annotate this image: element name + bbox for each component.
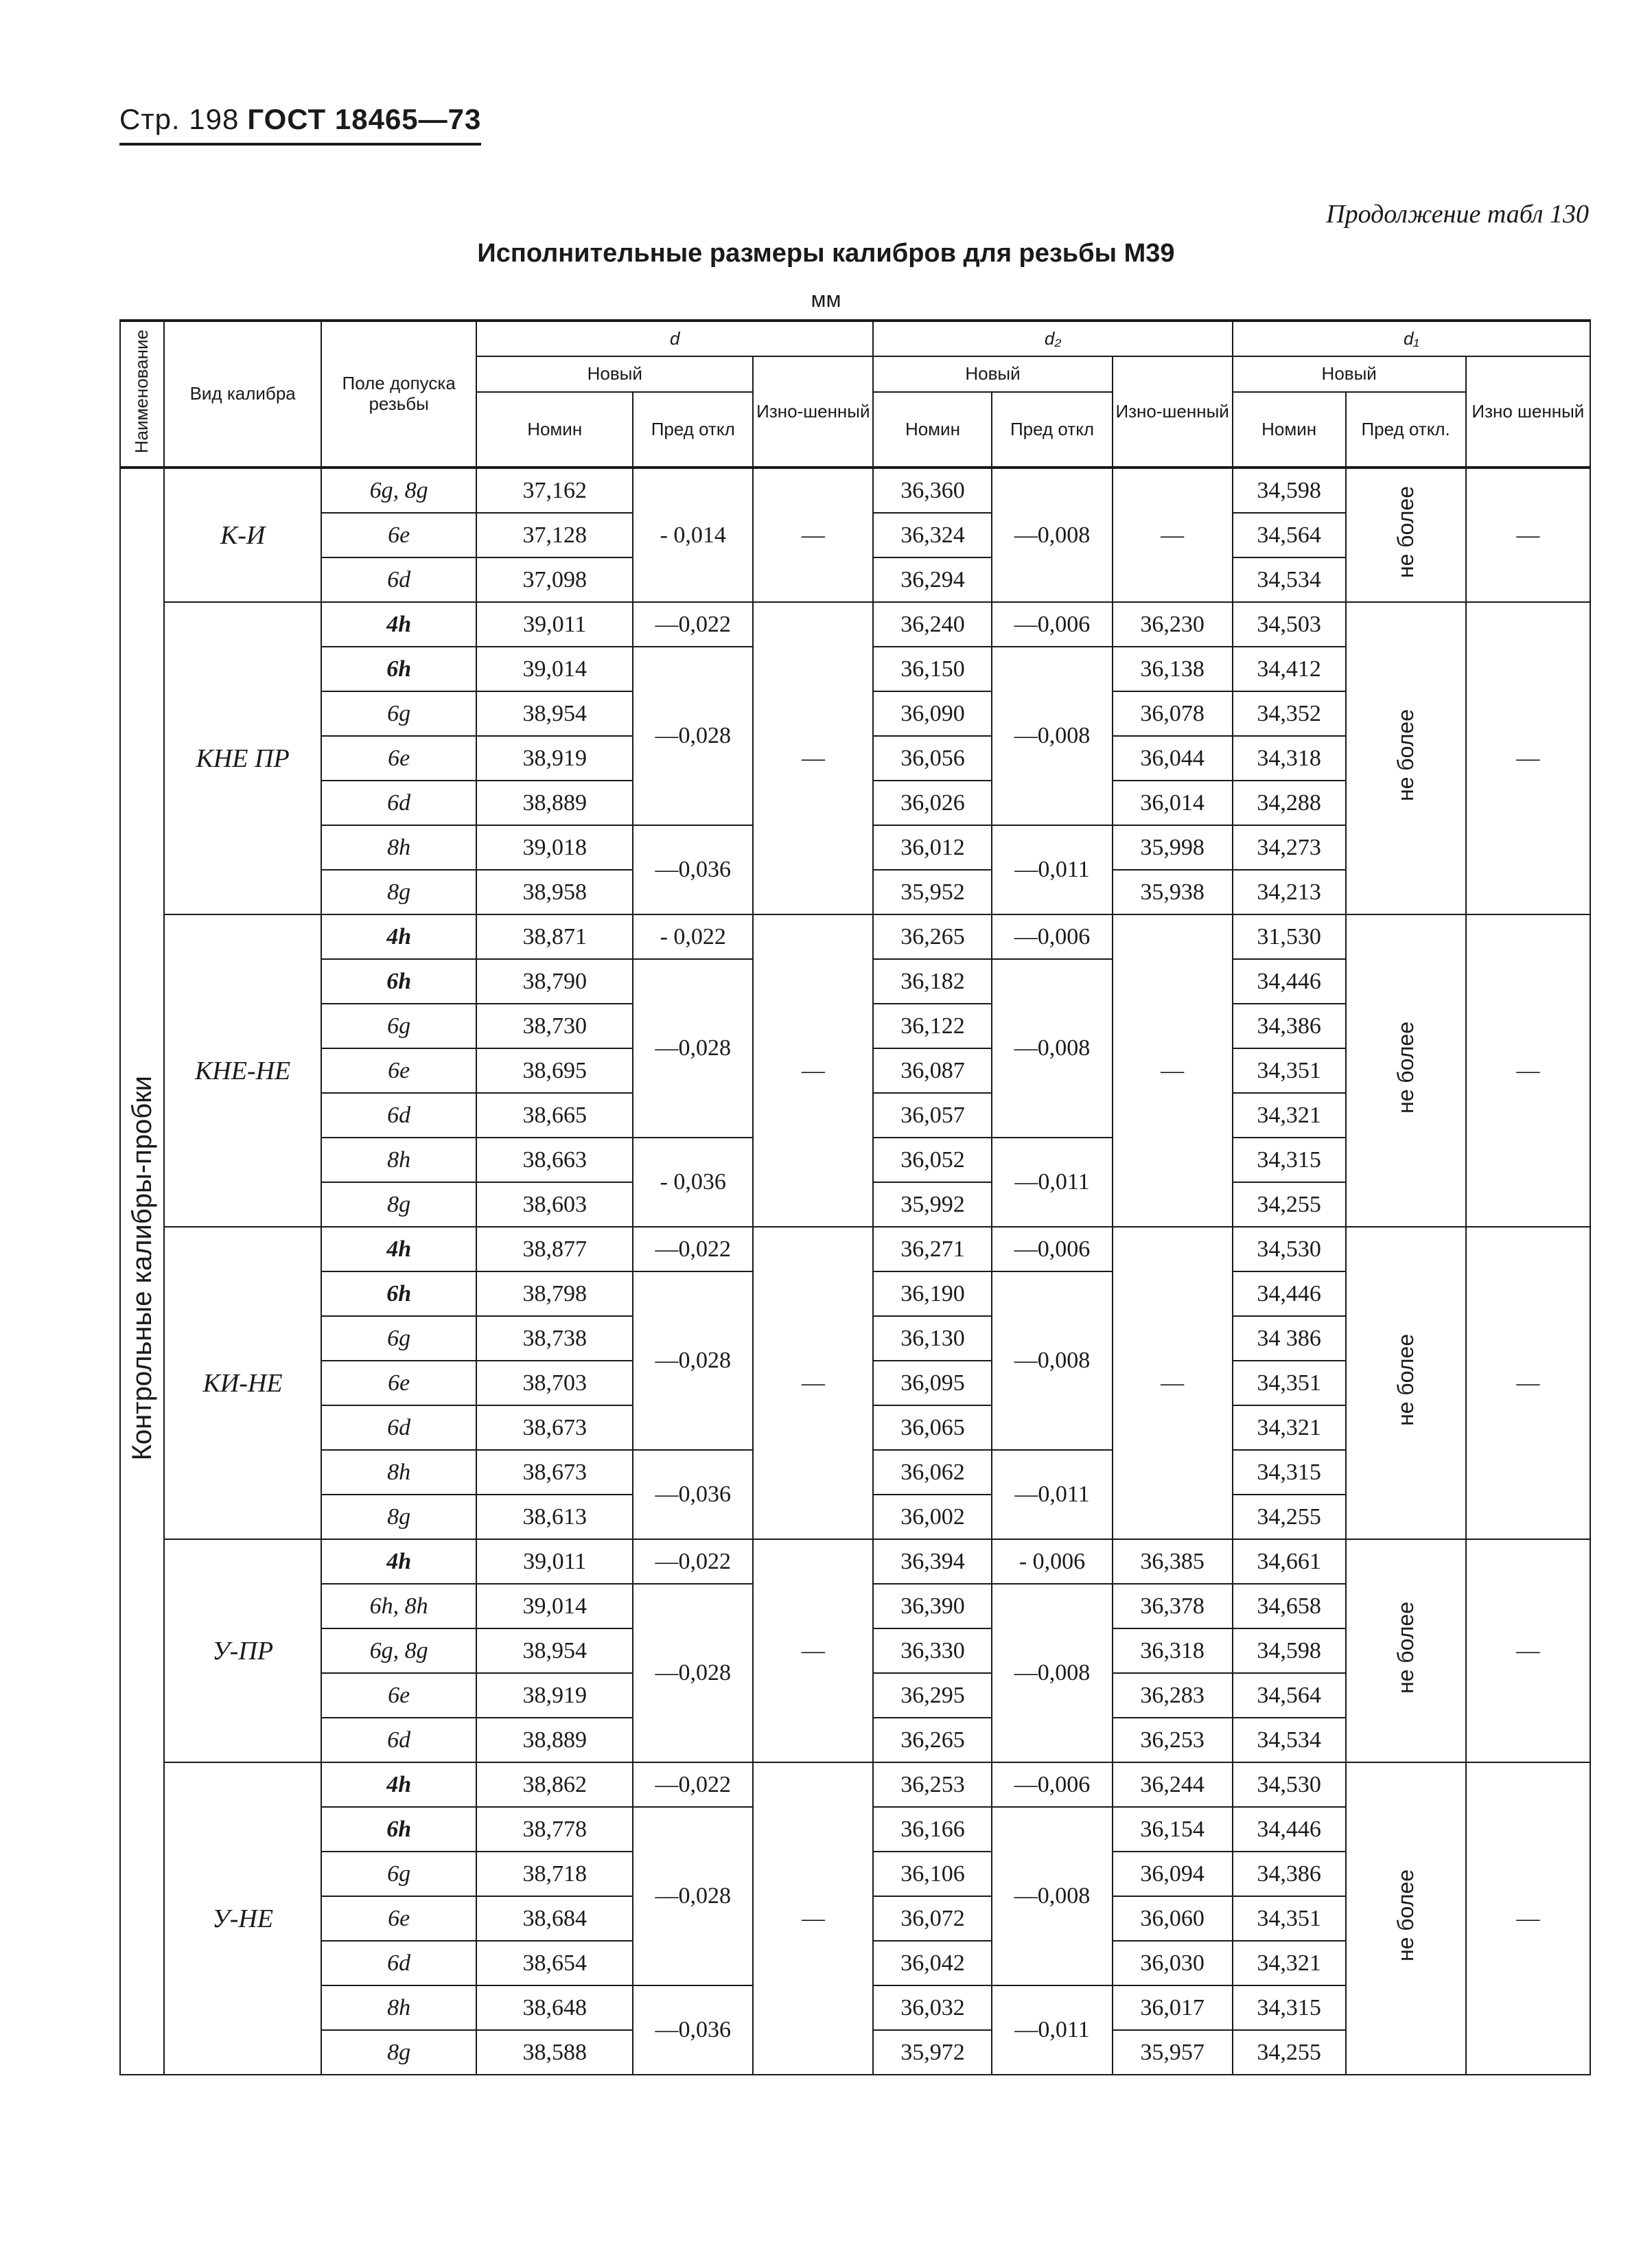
col-tolerance: Поле допуска резьбы (321, 321, 476, 468)
d2-nominal: 36,271 (873, 1227, 992, 1271)
d-deviation: - 0,022 (633, 914, 753, 959)
tolerance-field: 8g (321, 1182, 476, 1227)
d2-deviation: —0,008 (992, 1271, 1112, 1450)
d2-deviation: —0,008 (992, 647, 1112, 825)
d2-nominal: 36,095 (873, 1361, 992, 1405)
d2-deviation: —0,008 (992, 1584, 1112, 1762)
d2-worn: — (1113, 1227, 1233, 1539)
d-deviation: —0,036 (633, 1985, 753, 2075)
d-nominal: 39,018 (476, 825, 633, 870)
d2-worn: — (1113, 468, 1233, 602)
d-nominal: 39,011 (476, 1539, 633, 1584)
tolerance-field: 4h (321, 1762, 476, 1807)
tolerance-field: 6g, 8g (321, 1628, 476, 1673)
d2-deviation: —0,006 (992, 1762, 1112, 1807)
d1-nominal: 34,446 (1233, 1271, 1346, 1316)
d2-worn: 36,078 (1113, 691, 1233, 736)
tolerance-field: 6d (321, 1093, 476, 1138)
d1-nominal: 34,318 (1233, 736, 1346, 781)
d1-nominal: 34,564 (1233, 1673, 1346, 1718)
tolerance-field: 6d (321, 781, 476, 825)
d2-worn: 36,378 (1113, 1584, 1233, 1628)
col-d1: d₁ (1233, 321, 1590, 356)
d2-nominal: 36,032 (873, 1985, 992, 2030)
table-row (120, 914, 1590, 959)
d1-worn: — (1466, 468, 1590, 602)
tolerance-field: 6h (321, 1807, 476, 1852)
d2-nominal: 36,012 (873, 825, 992, 870)
d-nominal: 38,673 (476, 1450, 633, 1495)
col-d-dev: Пред откл (633, 392, 753, 468)
d-nominal: 38,958 (476, 870, 633, 914)
tolerance-field: 8h (321, 1450, 476, 1495)
gauge-kind: КИ-НЕ (164, 1227, 321, 1539)
d-nominal: 38,919 (476, 1673, 633, 1718)
table-row (120, 1227, 1590, 1271)
d-nominal: 38,862 (476, 1762, 633, 1807)
d2-deviation: —0,006 (992, 914, 1112, 959)
d2-nominal: 36,150 (873, 647, 992, 691)
d-nominal: 38,718 (476, 1852, 633, 1896)
tolerance-field: 6e (321, 1361, 476, 1405)
d-nominal: 38,790 (476, 959, 633, 1004)
col-d-new: Новый (476, 356, 753, 392)
d1-limit-label: не более (1393, 1021, 1418, 1114)
d2-worn: 36,017 (1113, 1985, 1233, 2030)
d2-nominal: 36,072 (873, 1896, 992, 1941)
d2-worn: 36,138 (1113, 647, 1233, 691)
d2-nominal: 36,253 (873, 1762, 992, 1807)
d1-limit (1346, 1539, 1466, 1762)
col-d: d (476, 321, 873, 356)
tolerance-field: 4h (321, 602, 476, 647)
d2-nominal: 36,166 (873, 1807, 992, 1852)
d1-nominal: 34,315 (1233, 1450, 1346, 1495)
tolerance-field: 6e (321, 1896, 476, 1941)
d-deviation: —0,022 (633, 1227, 753, 1271)
d-worn: — (753, 468, 873, 602)
d1-nominal: 34,255 (1233, 2030, 1346, 2075)
gauge-kind: КНЕ ПР (164, 602, 321, 914)
d2-deviation: —0,006 (992, 1227, 1112, 1271)
d-deviation: —0,028 (633, 1584, 753, 1762)
col-d-nom: Номин (476, 392, 633, 468)
tolerance-field: 8h (321, 1985, 476, 2030)
d2-worn: 36,060 (1113, 1896, 1233, 1941)
d2-nominal: 35,952 (873, 870, 992, 914)
gauge-category (120, 468, 164, 2075)
table-header (120, 321, 1590, 468)
d1-nominal: 34,446 (1233, 1807, 1346, 1852)
page-number: Стр. 198 (119, 103, 240, 135)
d-nominal: 38,919 (476, 736, 633, 781)
d2-nominal: 36,265 (873, 1718, 992, 1762)
d1-nominal: 34,321 (1233, 1941, 1346, 1985)
tolerance-field: 6g (321, 1316, 476, 1361)
table-body (120, 468, 1590, 2075)
col-d1-new: Новый (1233, 356, 1466, 392)
d2-nominal: 36,330 (873, 1628, 992, 1673)
d2-worn: 36,154 (1113, 1807, 1233, 1852)
page-header (119, 103, 481, 146)
d1-nominal: 34,534 (1233, 557, 1346, 602)
d1-nominal: 34,213 (1233, 870, 1346, 914)
d1-nominal: 34,351 (1233, 1048, 1346, 1093)
d2-worn: 35,998 (1113, 825, 1233, 870)
d1-nominal: 34,412 (1233, 647, 1346, 691)
d-worn: — (753, 1762, 873, 2075)
d-nominal: 38,695 (476, 1048, 633, 1093)
col-d2-worn: Изно-шенный (1113, 356, 1233, 468)
d-nominal: 39,014 (476, 647, 633, 691)
tolerance-field: 4h (321, 1227, 476, 1271)
d2-nominal: 36,052 (873, 1138, 992, 1182)
d1-nominal: 34,321 (1233, 1405, 1346, 1450)
d-nominal: 37,098 (476, 557, 633, 602)
tolerance-field: 6d (321, 1718, 476, 1762)
tolerance-field: 6d (321, 557, 476, 602)
d1-nominal: 34,386 (1233, 1004, 1346, 1048)
d-nominal: 38,954 (476, 1628, 633, 1673)
col-d2-dev: Пред откл (992, 392, 1112, 468)
tolerance-field: 8g (321, 870, 476, 914)
d1-nominal: 34,658 (1233, 1584, 1346, 1628)
d2-nominal: 36,265 (873, 914, 992, 959)
col-d1-dev: Пред откл. (1346, 392, 1466, 468)
d1-nominal: 34,534 (1233, 1718, 1346, 1762)
d2-deviation: —0,006 (992, 602, 1112, 647)
d2-nominal: 36,394 (873, 1539, 992, 1584)
col-d2-nom: Номин (873, 392, 992, 468)
d-nominal: 37,162 (476, 468, 633, 513)
tolerance-field: 6e (321, 513, 476, 557)
d2-nominal: 36,002 (873, 1495, 992, 1539)
d2-nominal: 36,360 (873, 468, 992, 513)
d1-nominal: 34,351 (1233, 1896, 1346, 1941)
d1-limit-label: не более (1393, 485, 1418, 579)
tolerance-field: 6d (321, 1941, 476, 1985)
d1-worn: — (1466, 1227, 1590, 1539)
d2-nominal: 36,056 (873, 736, 992, 781)
d2-worn: 36,230 (1113, 602, 1233, 647)
d-deviation: —0,028 (633, 1271, 753, 1450)
table-title: Исполнительные размеры калибров для резьбы М39 (477, 239, 1175, 268)
d2-worn: 36,385 (1113, 1539, 1233, 1584)
d-nominal: 37,128 (476, 513, 633, 557)
d2-worn: 36,030 (1113, 1941, 1233, 1985)
d-nominal: 38,588 (476, 2030, 633, 2075)
d2-nominal: 36,122 (873, 1004, 992, 1048)
d1-nominal: 34,315 (1233, 1985, 1346, 2030)
tolerance-field: 6e (321, 1673, 476, 1718)
d1-nominal: 34,255 (1233, 1495, 1346, 1539)
d1-nominal: 34,321 (1233, 1093, 1346, 1138)
d-deviation: —0,028 (633, 1807, 753, 1985)
d1-nominal: 34,288 (1233, 781, 1346, 825)
table-row (120, 1539, 1590, 1584)
tolerance-field: 6h (321, 647, 476, 691)
d2-deviation: —0,008 (992, 468, 1112, 602)
tolerance-field: 8h (321, 825, 476, 870)
tolerance-field: 8g (321, 1495, 476, 1539)
d-deviation: —0,022 (633, 1762, 753, 1807)
d1-nominal: 34,598 (1233, 468, 1346, 513)
standard-code: ГОСТ 18465—73 (247, 103, 482, 135)
d1-nominal: 31,530 (1233, 914, 1346, 959)
d-deviation: —0,022 (633, 602, 753, 647)
d2-worn: — (1113, 914, 1233, 1227)
col-d1-nom: Номин (1233, 392, 1346, 468)
d1-limit-label: не более (1393, 708, 1418, 802)
d2-nominal: 36,090 (873, 691, 992, 736)
tolerance-field: 6g, 8g (321, 468, 476, 513)
tolerance-field: 6g (321, 1852, 476, 1896)
d1-nominal: 34,661 (1233, 1539, 1346, 1584)
d-nominal: 38,703 (476, 1361, 633, 1405)
tolerance-field: 6e (321, 1048, 476, 1093)
d2-worn: 36,014 (1113, 781, 1233, 825)
tolerance-field: 6h, 8h (321, 1584, 476, 1628)
table-continuation: Продолжение табл 130 (1326, 200, 1589, 229)
d2-worn: 35,938 (1113, 870, 1233, 914)
d-deviation: —0,036 (633, 1450, 753, 1539)
d-nominal: 38,877 (476, 1227, 633, 1271)
d1-nominal: 34,598 (1233, 1628, 1346, 1673)
d2-worn: 36,253 (1113, 1718, 1233, 1762)
d2-nominal: 36,065 (873, 1405, 992, 1450)
d2-nominal: 36,324 (873, 513, 992, 557)
d2-nominal: 36,295 (873, 1673, 992, 1718)
d1-nominal: 34,530 (1233, 1227, 1346, 1271)
d-nominal: 38,738 (476, 1316, 633, 1361)
d1-limit-label: не более (1393, 1601, 1418, 1694)
d1-nominal: 34,315 (1233, 1138, 1346, 1182)
d1-nominal: 34,446 (1233, 959, 1346, 1004)
col-d2: d₂ (873, 321, 1232, 356)
d2-worn: 36,318 (1113, 1628, 1233, 1673)
d-deviation: —0,028 (633, 959, 753, 1138)
d2-worn: 36,283 (1113, 1673, 1233, 1718)
d2-deviation: —0,011 (992, 1138, 1112, 1227)
d2-deviation: - 0,006 (992, 1539, 1112, 1584)
col-name: Наименование (120, 321, 164, 468)
d2-nominal: 35,992 (873, 1182, 992, 1227)
d-worn: — (753, 1227, 873, 1539)
table-row (120, 468, 1590, 513)
d-nominal: 38,889 (476, 781, 633, 825)
d1-worn: — (1466, 1762, 1590, 2075)
d2-nominal: 36,130 (873, 1316, 992, 1361)
d1-nominal: 34,386 (1233, 1852, 1346, 1896)
d2-nominal: 36,390 (873, 1584, 992, 1628)
d2-nominal: 35,972 (873, 2030, 992, 2075)
d2-worn: 35,957 (1113, 2030, 1233, 2075)
tolerance-field: 4h (321, 914, 476, 959)
d-nominal: 38,871 (476, 914, 633, 959)
d-nominal: 38,654 (476, 1941, 633, 1985)
d-nominal: 38,798 (476, 1271, 633, 1316)
d-nominal: 39,011 (476, 602, 633, 647)
col-d1-worn: Изно шенный (1466, 356, 1590, 468)
tolerance-field: 6h (321, 959, 476, 1004)
d2-nominal: 36,106 (873, 1852, 992, 1896)
gauge-kind: КНЕ-НЕ (164, 914, 321, 1227)
d1-nominal: 34,530 (1233, 1762, 1346, 1807)
d-deviation: - 0,014 (633, 468, 753, 602)
d-worn: — (753, 602, 873, 914)
d1-nominal: 34,273 (1233, 825, 1346, 870)
d1-limit (1346, 914, 1466, 1227)
d1-limit (1346, 602, 1466, 914)
d1-nominal: 34,255 (1233, 1182, 1346, 1227)
d-nominal: 38,613 (476, 1495, 633, 1539)
d1-limit-label: не более (1393, 1869, 1418, 1962)
tolerance-field: 4h (321, 1539, 476, 1584)
d2-deviation: —0,011 (992, 1985, 1112, 2075)
gauge-dimensions-table (119, 319, 1591, 2075)
d2-worn: 36,094 (1113, 1852, 1233, 1896)
table-row (120, 602, 1590, 647)
d2-deviation: —0,008 (992, 1807, 1112, 1985)
d2-worn: 36,044 (1113, 736, 1233, 781)
unit-label: мм (811, 287, 841, 312)
tolerance-field: 8g (321, 2030, 476, 2075)
d1-worn: — (1466, 602, 1590, 914)
d-nominal: 38,684 (476, 1896, 633, 1941)
d-nominal: 38,889 (476, 1718, 633, 1762)
d-nominal: 38,778 (476, 1807, 633, 1852)
d1-limit (1346, 1762, 1466, 2075)
d1-limit (1346, 468, 1466, 602)
d2-nominal: 36,294 (873, 557, 992, 602)
d-nominal: 38,673 (476, 1405, 633, 1450)
d-nominal: 38,730 (476, 1004, 633, 1048)
d-deviation: —0,022 (633, 1539, 753, 1584)
gauge-category-label: Контрольные калибры-пробки (126, 1075, 157, 1461)
d-nominal: 38,648 (476, 1985, 633, 2030)
d1-nominal: 34,351 (1233, 1361, 1346, 1405)
d2-nominal: 36,240 (873, 602, 992, 647)
d1-nominal: 34,352 (1233, 691, 1346, 736)
d1-nominal: 34 386 (1233, 1316, 1346, 1361)
d2-nominal: 36,062 (873, 1450, 992, 1495)
d-worn: — (753, 914, 873, 1227)
d2-nominal: 36,087 (873, 1048, 992, 1093)
d-worn: — (753, 1539, 873, 1762)
table-row (120, 1762, 1590, 1807)
tolerance-field: 6e (321, 736, 476, 781)
d2-deviation: —0,011 (992, 825, 1112, 914)
d1-worn: — (1466, 914, 1590, 1227)
tolerance-field: 6g (321, 691, 476, 736)
d-deviation: - 0,036 (633, 1138, 753, 1227)
d2-worn: 36,244 (1113, 1762, 1233, 1807)
d-nominal: 38,603 (476, 1182, 633, 1227)
d-nominal: 39,014 (476, 1584, 633, 1628)
d-nominal: 38,665 (476, 1093, 633, 1138)
d2-nominal: 36,057 (873, 1093, 992, 1138)
tolerance-field: 6g (321, 1004, 476, 1048)
d-nominal: 38,663 (476, 1138, 633, 1182)
d1-nominal: 34,503 (1233, 602, 1346, 647)
d1-nominal: 34,564 (1233, 513, 1346, 557)
col-kind: Вид калибра (164, 321, 321, 468)
d1-limit-label: не более (1393, 1333, 1418, 1427)
gauge-kind: У-НЕ (164, 1762, 321, 2075)
gauge-kind: У-ПР (164, 1539, 321, 1762)
col-d-worn: Изно-шенный (753, 356, 873, 468)
d2-nominal: 36,182 (873, 959, 992, 1004)
d-deviation: —0,036 (633, 825, 753, 914)
d1-limit (1346, 1227, 1466, 1539)
tolerance-field: 6h (321, 1271, 476, 1316)
tolerance-field: 6d (321, 1405, 476, 1450)
d-nominal: 38,954 (476, 691, 633, 736)
d2-nominal: 36,026 (873, 781, 992, 825)
d2-nominal: 36,190 (873, 1271, 992, 1316)
d1-worn: — (1466, 1539, 1590, 1762)
d2-nominal: 36,042 (873, 1941, 992, 1985)
gauge-kind: К-И (164, 468, 321, 602)
d-deviation: —0,028 (633, 647, 753, 825)
tolerance-field: 8h (321, 1138, 476, 1182)
d2-deviation: —0,008 (992, 959, 1112, 1138)
d2-deviation: —0,011 (992, 1450, 1112, 1539)
col-d2-new: Новый (873, 356, 1112, 392)
